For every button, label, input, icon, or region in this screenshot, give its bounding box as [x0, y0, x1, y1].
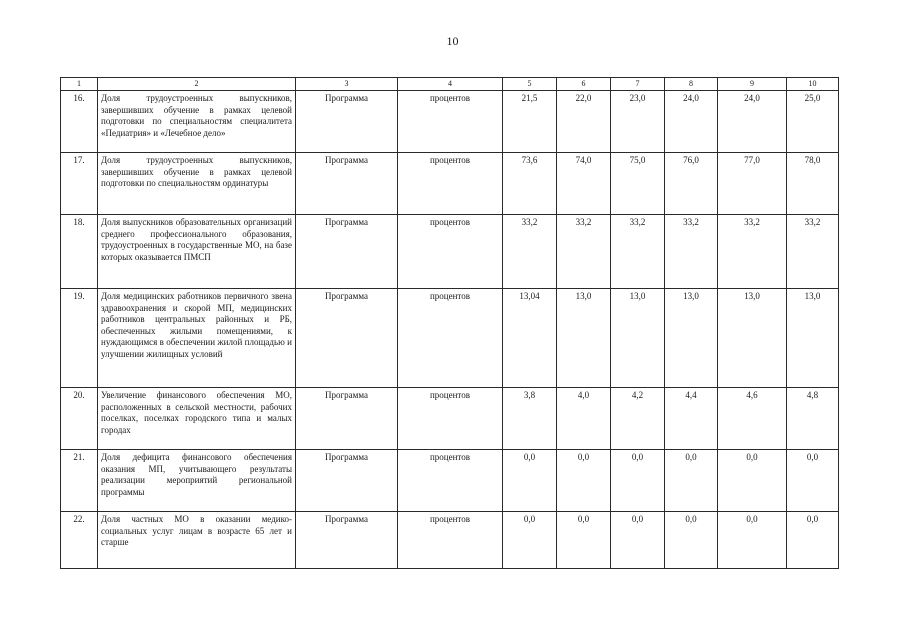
- indicator-unit: процентов: [398, 512, 503, 569]
- indicator-value: 13,0: [611, 289, 665, 388]
- table-row: [61, 450, 839, 512]
- table-row: [61, 289, 839, 388]
- indicator-table: [60, 77, 839, 569]
- col-header: 3: [296, 78, 398, 91]
- indicator-value: 0,0: [718, 512, 787, 569]
- indicator-value: 0,0: [718, 450, 787, 512]
- indicator-name: Доля выпускников образовательных организаций среднего профессионального образования, трудоустроенных в государственные МО, на базе которых оказывается ПМСП: [98, 215, 296, 289]
- indicator-value: 75,0: [611, 153, 665, 215]
- indicator-value: 0,0: [503, 450, 557, 512]
- indicator-unit: процентов: [398, 289, 503, 388]
- col-header: 4: [398, 78, 503, 91]
- indicator-unit: процентов: [398, 153, 503, 215]
- indicator-value: 0,0: [665, 512, 718, 569]
- indicator-value: 24,0: [665, 91, 718, 153]
- indicator-value: 22,0: [557, 91, 611, 153]
- row-number: 16.: [61, 91, 98, 153]
- indicator-value: 23,0: [611, 91, 665, 153]
- indicator-value: 74,0: [557, 153, 611, 215]
- indicator-value: 76,0: [665, 153, 718, 215]
- col-header: 5: [503, 78, 557, 91]
- indicator-value: 24,0: [718, 91, 787, 153]
- indicator-value: 13,0: [718, 289, 787, 388]
- indicator-value: 73,6: [503, 153, 557, 215]
- col-header: 2: [98, 78, 296, 91]
- row-number: 21.: [61, 450, 98, 512]
- row-number: 22.: [61, 512, 98, 569]
- indicator-name: Доля трудоустроенных выпускников, завершивших обучение в рамках целевой подготовки по специальностям специалитета «Педиатрия» и «Лечебное дело»: [98, 91, 296, 153]
- indicator-value: 33,2: [787, 215, 839, 289]
- indicator-value: 4,8: [787, 388, 839, 450]
- table-row: [61, 388, 839, 450]
- indicator-value: 0,0: [665, 450, 718, 512]
- indicator-unit: процентов: [398, 450, 503, 512]
- col-header: 1: [61, 78, 98, 91]
- indicator-value: 13,0: [787, 289, 839, 388]
- indicator-value: 0,0: [557, 512, 611, 569]
- indicator-value: 0,0: [611, 512, 665, 569]
- table-row: [61, 91, 839, 153]
- row-number: 19.: [61, 289, 98, 388]
- row-number: 18.: [61, 215, 98, 289]
- page-number: 10: [446, 34, 459, 48]
- indicator-value: 33,2: [557, 215, 611, 289]
- indicator-source: Программа: [296, 450, 398, 512]
- indicator-value: 4,0: [557, 388, 611, 450]
- indicator-value: 33,2: [503, 215, 557, 289]
- indicator-value: 0,0: [787, 450, 839, 512]
- indicator-value: 13,0: [557, 289, 611, 388]
- indicator-value: 4,6: [718, 388, 787, 450]
- row-number: 17.: [61, 153, 98, 215]
- indicator-name: Доля медицинских работников первичного звена здравоохранения и скорой МП, медицинских работников центральных районных и РБ, обеспеченных жилыми помещениями, к нуждающимся в обеспечении жилой площадью и улучшении жилищных условий: [98, 289, 296, 388]
- col-header: 6: [557, 78, 611, 91]
- table-row: [61, 153, 839, 215]
- indicator-value: 0,0: [787, 512, 839, 569]
- indicator-value: 0,0: [557, 450, 611, 512]
- col-header: 7: [611, 78, 665, 91]
- indicator-source: Программа: [296, 153, 398, 215]
- row-number: 20.: [61, 388, 98, 450]
- indicator-value: 33,2: [611, 215, 665, 289]
- indicator-name: Доля частных МО в оказании медико-социальных услуг лицам в возрасте 65 лет и старше: [98, 512, 296, 569]
- indicator-name: Доля трудоустроенных выпускников, завершивших обучение в рамках целевой подготовки по специальностям ординатуры: [98, 153, 296, 215]
- table-row: [61, 512, 839, 569]
- indicator-source: Программа: [296, 512, 398, 569]
- indicator-value: 13,0: [665, 289, 718, 388]
- indicator-source: Программа: [296, 215, 398, 289]
- indicator-source: Программа: [296, 388, 398, 450]
- col-header: 10: [787, 78, 839, 91]
- indicator-value: 77,0: [718, 153, 787, 215]
- indicator-name: Доля дефицита финансового обеспечения оказания МП, учитывающего результаты реализации мероприятий региональной программы: [98, 450, 296, 512]
- indicator-value: 25,0: [787, 91, 839, 153]
- indicator-value: 13,04: [503, 289, 557, 388]
- indicator-value: 78,0: [787, 153, 839, 215]
- indicator-unit: процентов: [398, 91, 503, 153]
- indicator-value: 4,2: [611, 388, 665, 450]
- indicator-value: 4,4: [665, 388, 718, 450]
- indicator-unit: процентов: [398, 215, 503, 289]
- indicator-value: 33,2: [665, 215, 718, 289]
- indicator-name: Увеличение финансового обеспечения МО, расположенных в сельской местности, рабочих поселках, поселках городского типа и малых городах: [98, 388, 296, 450]
- indicator-unit: процентов: [398, 388, 503, 450]
- indicator-value: 3,8: [503, 388, 557, 450]
- table-header-row: [61, 78, 839, 91]
- table-row: [61, 215, 839, 289]
- indicator-value: 0,0: [503, 512, 557, 569]
- indicator-source: Программа: [296, 91, 398, 153]
- col-header: 9: [718, 78, 787, 91]
- col-header: 8: [665, 78, 718, 91]
- indicator-value: 21,5: [503, 91, 557, 153]
- indicator-value: 33,2: [718, 215, 787, 289]
- indicator-value: 0,0: [611, 450, 665, 512]
- indicator-source: Программа: [296, 289, 398, 388]
